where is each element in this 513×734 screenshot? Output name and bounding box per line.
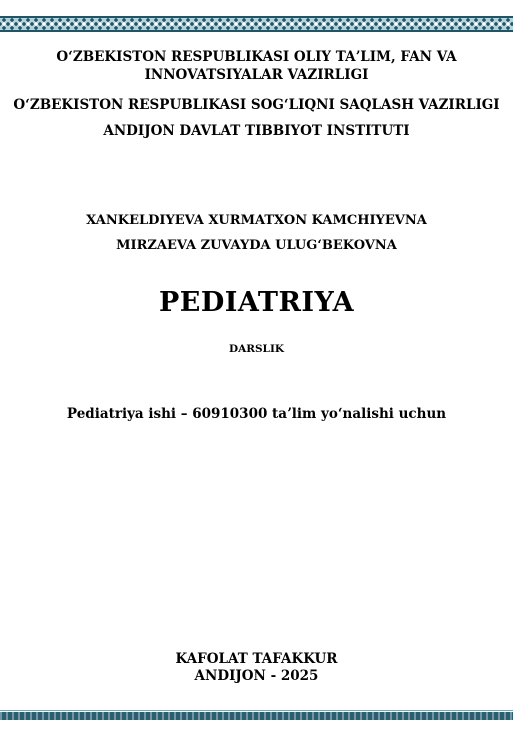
publisher-name: KAFOLAT TAFAKKUR [175, 651, 338, 667]
top-ornamental-border [0, 16, 513, 32]
speciality-line: Pediatriya ishi – 60910300 taʼlim yoʻnalishi uchun [66, 406, 447, 422]
author-1: XANKELDIYEVA XURMATXON KAMCHIYEVNA [86, 213, 427, 228]
health-ministry: OʻZBEKISTON RESPUBLIKASI SOGʻLIQNI SAQLASH VAZIRLIGI [13, 97, 500, 113]
ministry-line-2: INNOVATSIYALAR VAZIRLIGI [144, 67, 369, 83]
institute-name: ANDIJON DAVLAT TIBBIYOT INSTITUTI [103, 123, 410, 139]
bottom-ornamental-border [0, 712, 513, 720]
book-title: PEDIATRIYA [158, 287, 355, 318]
author-2: MIRZAEVA ZUVAYDA ULUGʻBEKOVNA [116, 238, 397, 253]
document-type: DARSLIK [229, 343, 284, 355]
publisher-place-year: ANDIJON - 2025 [194, 668, 319, 684]
ministry-line-1: OʻZBEKISTON RESPUBLIKASI OLIY TAʼLIM, FAN VA [56, 49, 457, 65]
